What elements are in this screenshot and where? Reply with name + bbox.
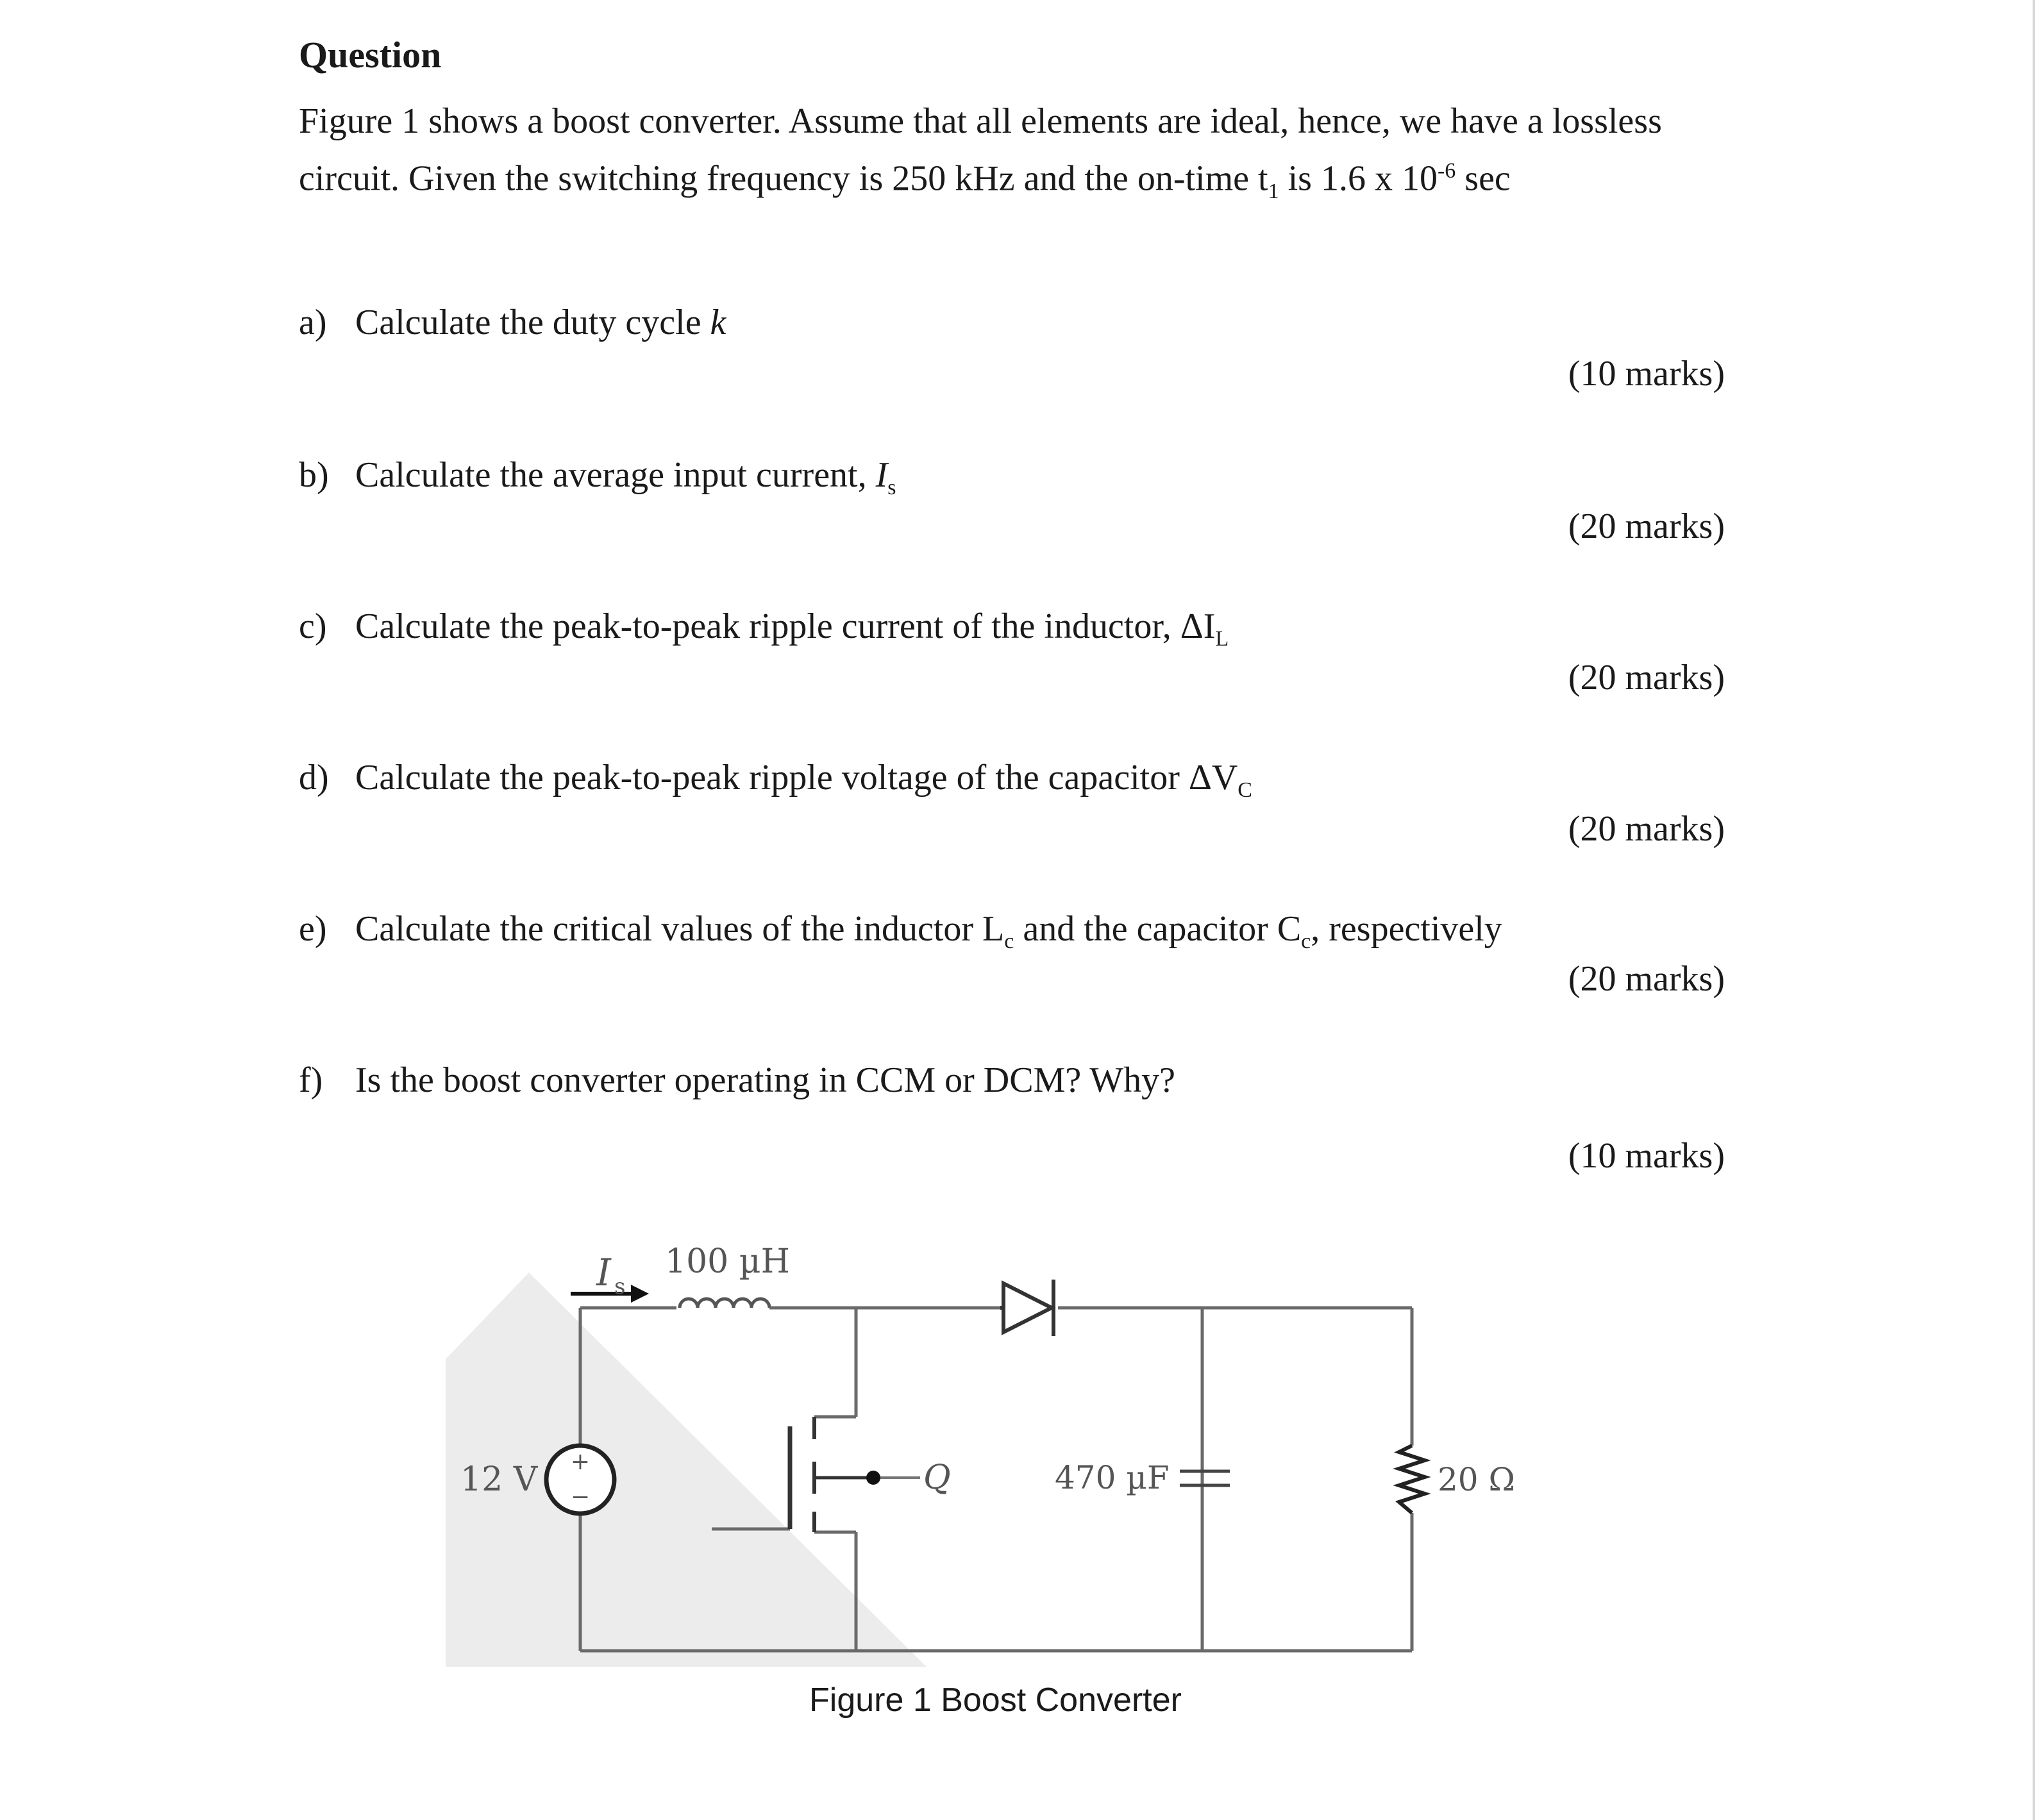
part-a: a) Calculate the duty cycle k	[299, 303, 726, 342]
capacitor-label: 470 µF	[1055, 1459, 1170, 1496]
part-b: b) Calculate the average input current, $I_s$	[299, 455, 896, 500]
inductor-label: 100 µH	[665, 1242, 790, 1281]
part-c-marks: (20 marks)	[1568, 658, 1725, 697]
resistor-symbol	[1399, 1446, 1425, 1513]
figure-caption: Figure 1 Boost Converter	[809, 1682, 1182, 1719]
part-e-marks: (20 marks)	[1568, 959, 1725, 999]
part-b-marks: (20 marks)	[1568, 506, 1725, 546]
inductor-symbol	[680, 1299, 769, 1308]
part-f-marks: (10 marks)	[1568, 1136, 1725, 1176]
current-label-sub: s	[614, 1274, 626, 1299]
part-d: d) Calculate the peak-to-peak ripple voltage of the capacitor $\Delta V_C$	[299, 758, 1252, 803]
part-e: e) Calculate the critical values of the inductor $L_c$ and the capacitor $C_c$, respectively	[299, 909, 1502, 954]
part-a-marks: (10 marks)	[1568, 354, 1725, 394]
part-d-marks: (20 marks)	[1568, 809, 1725, 849]
source-label: 12 V	[460, 1460, 538, 1499]
resistor-label: 20 Ω	[1438, 1461, 1515, 1498]
mosfet-symbol	[790, 1417, 920, 1532]
source-plus: +	[570, 1449, 591, 1475]
intro-line-2: circuit. Given the switching frequency is 250 kHz and the on-time $t_1$ is 1.6 x $10^{-6}$ sec	[299, 158, 1511, 203]
part-c: c) Calculate the peak-to-peak ripple current of the inductor, $\Delta I_L$	[299, 606, 1229, 651]
current-label: I	[596, 1251, 611, 1294]
source-minus: −	[570, 1484, 591, 1510]
question-title: Question	[299, 34, 442, 76]
intro-line-1: Figure 1 shows a boost converter. Assume that all elements are ideal, hence, we have a lossless	[299, 101, 1662, 141]
capacitor-symbol	[1180, 1471, 1230, 1485]
diode-symbol	[1000, 1280, 1053, 1336]
part-f: f) Is the boost converter operating in CCM or DCM? Why?	[299, 1060, 1175, 1100]
switch-label: Q	[923, 1458, 951, 1497]
